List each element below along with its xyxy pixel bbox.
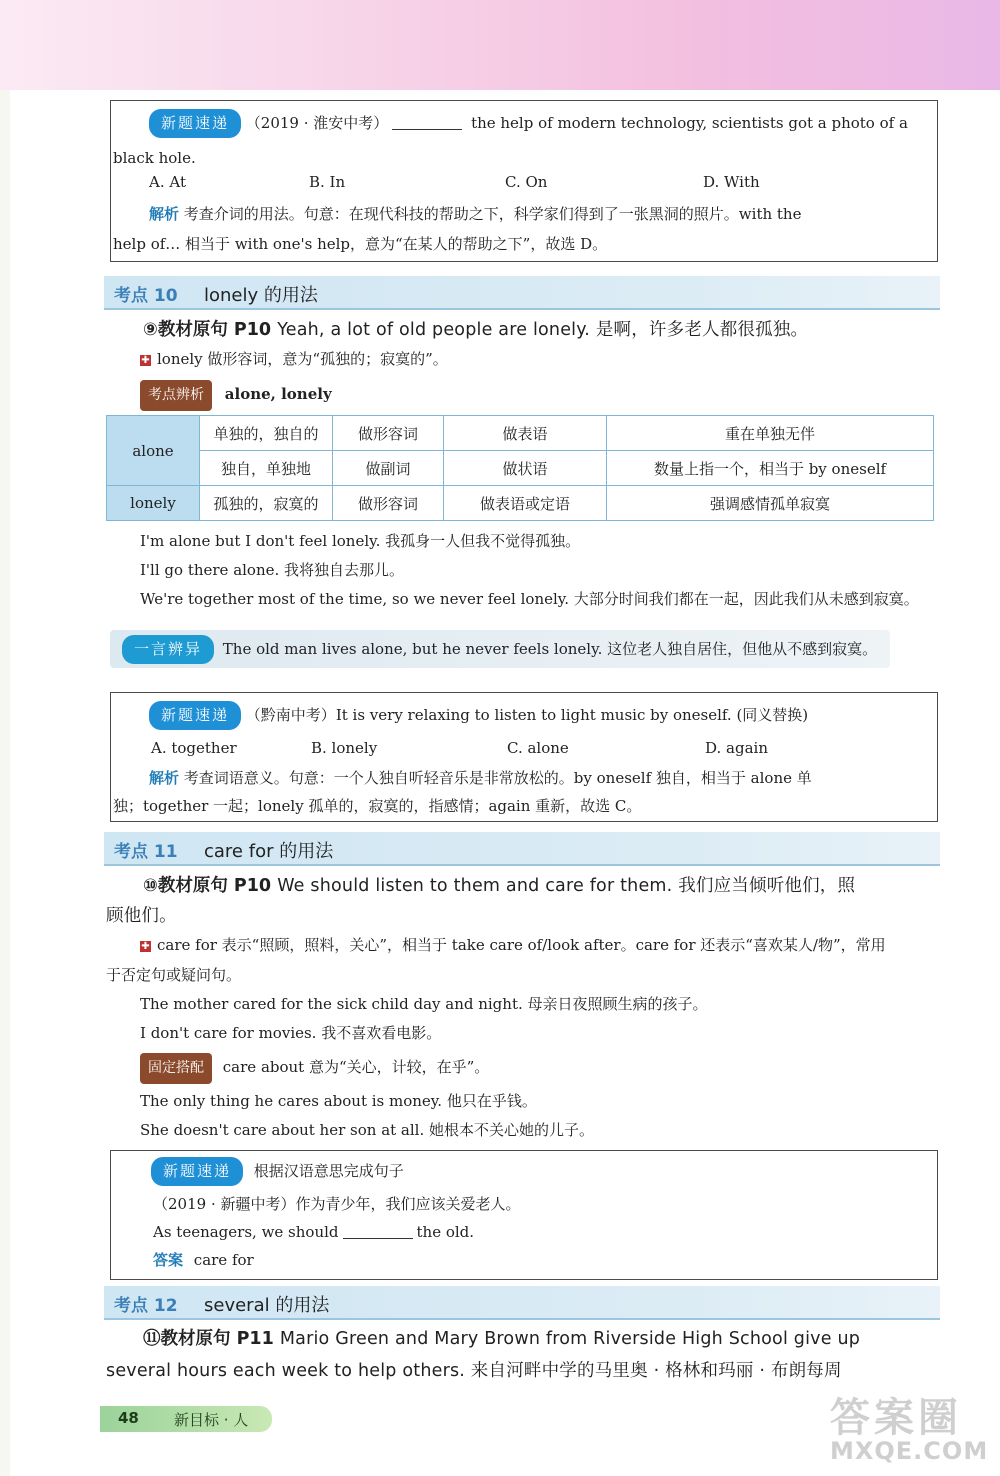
- table-cell: 独自，单独地: [200, 451, 333, 486]
- question-text: It is very relaxing to listen to light music by oneself. (同义替换): [335, 706, 809, 724]
- textbook-label: ⑨教材原句 P10: [143, 320, 272, 340]
- question-source: （2019 · 淮安中考）: [245, 114, 389, 132]
- table-cell: 重在单独无伴: [607, 416, 934, 451]
- new-question-tag: 新题速递: [149, 701, 241, 730]
- example-sentence: I don't care for movies. 我不喜欢看电影。: [140, 1024, 442, 1042]
- analysis-tag: 考点辨析: [140, 380, 212, 411]
- bullet-icon: ✚: [141, 941, 150, 952]
- question-1-stem: [149, 109, 908, 138]
- analysis-label: 解析: [149, 769, 180, 787]
- option-a: A. At: [149, 173, 186, 191]
- example-sentence: She doesn't care about her son at all. 她根本不关心她的儿子。: [140, 1121, 595, 1139]
- answer-text: care for: [193, 1251, 254, 1269]
- fixed-collocation-text: care about 意为“关心，计较，在乎”。: [222, 1058, 490, 1076]
- table-cell: 强调感情孤单寂寞: [607, 486, 934, 521]
- option-d: D. With: [703, 173, 760, 191]
- option-c: C. On: [505, 173, 548, 191]
- fixed-collocation-tag: 固定搭配: [140, 1053, 212, 1084]
- option-b: B. In: [309, 173, 346, 191]
- example-sentence: The mother cared for the sick child day and night. 母亲日夜照顾生病的孩子。: [140, 995, 708, 1013]
- key-point-11-header: [104, 832, 940, 866]
- textbook-sentence: [143, 1325, 860, 1350]
- question-source: （黔南中考）: [245, 706, 336, 724]
- example-sentence: I'm alone but I don't feel lonely. 我孤身一人但我不觉得孤独。: [140, 532, 581, 550]
- key-point-number: 考点 12: [114, 1296, 178, 1316]
- watermark-top: 答案圈: [830, 1395, 962, 1441]
- page-edge: [0, 90, 10, 1476]
- analysis-text: 考查介词的用法。句意：在现代科技的帮助之下，科学家们得到了一张黑洞的照片。with the: [183, 205, 802, 223]
- textbook-label: ⑪教材原句 P11: [143, 1329, 274, 1349]
- row-header-lonely: lonely: [107, 486, 200, 521]
- key-point-12-header: [104, 1286, 940, 1320]
- example-sentence: I'll go there alone. 我将独自去那儿。: [140, 561, 405, 579]
- analysis-line1: [149, 765, 812, 792]
- question-text: the old.: [416, 1223, 475, 1241]
- textbook-sentence-line2: [106, 902, 177, 927]
- textbook-label: ⑩教材原句 P10: [143, 876, 272, 896]
- question-3-heading: [151, 1157, 404, 1186]
- answer-blank: [343, 1224, 413, 1239]
- key-point-title: care for 的用法: [204, 841, 334, 862]
- book-title: 新目标 · 人: [174, 1411, 249, 1429]
- answer-line: [153, 1247, 254, 1274]
- key-point-title: several 的用法: [204, 1295, 330, 1316]
- one-sentence-text: The old man lives alone, but he never feels lonely. 这位老人独自居住，但他从不感到寂寞。: [222, 640, 878, 658]
- analysis-heading: [140, 380, 332, 411]
- question-text: As teenagers, we should: [153, 1223, 339, 1241]
- textbook-text: Mario Green and Mary Brown from Riverside High School give up: [279, 1329, 861, 1349]
- textbook-sentence-line2: [106, 1357, 842, 1382]
- table-cell: 做副词: [333, 451, 444, 486]
- key-point-title: lonely 的用法: [204, 285, 318, 306]
- usage-note: [140, 346, 448, 373]
- page-number: 48: [118, 1409, 139, 1427]
- question-box-3: [110, 1150, 938, 1280]
- textbook-text: We should listen to them and care for them. 我们应当倾听他们，照: [277, 876, 856, 896]
- usage-note-text: lonely 做形容词，意为“孤独的；寂寞的”。: [157, 350, 448, 368]
- example-sentence: The only thing he cares about is money. 他只在乎钱。: [140, 1092, 537, 1110]
- table-cell: 做状语: [444, 451, 607, 486]
- textbook-sentence: [143, 316, 808, 341]
- table-row: [107, 486, 934, 521]
- analysis-label: 解析: [149, 205, 180, 223]
- usage-note-text: care for 表示“照顾，照料，关心”，相当于 take care of/look after。care for 还表示“喜欢某人/物”，常用: [157, 936, 886, 954]
- table-cell: 数量上指一个，相当于 by oneself: [607, 451, 934, 486]
- analysis-line1: [149, 201, 801, 228]
- key-point-number: 考点 10: [114, 286, 178, 306]
- usage-note-line2: 于否定句或疑问句。: [106, 966, 242, 984]
- answer-label: 答案: [153, 1251, 184, 1269]
- watermark-bottom: MXQE.COM: [830, 1437, 989, 1465]
- question-2-stem: [149, 701, 808, 730]
- bullet-icon: ✚: [141, 355, 150, 366]
- table-cell: 做表语或定语: [444, 486, 607, 521]
- page-footer: [100, 1406, 272, 1432]
- comparison-table: [106, 415, 934, 521]
- table-cell: 孤独的，寂寞的: [200, 486, 333, 521]
- table-row: [107, 451, 934, 486]
- textbook-text: 顾他们。: [106, 906, 177, 926]
- question-fill-line: [153, 1219, 474, 1246]
- key-point-10-header: [104, 276, 940, 310]
- watermark: [830, 1386, 988, 1465]
- analysis-text: 考查词语意义。句意：一个人独自听轻音乐是非常放松的。by oneself 独自，相当于 alone 单: [183, 769, 812, 787]
- analysis-line2: help of… 相当于 with one's help，意为“在某人的帮助之下”，故选 D。: [113, 235, 608, 253]
- table-cell: 做表语: [444, 416, 607, 451]
- new-question-tag: 新题速递: [149, 109, 241, 138]
- new-question-tag: 新题速递: [151, 1157, 243, 1186]
- option-b: B. lonely: [311, 739, 378, 757]
- option-d: D. again: [705, 739, 768, 757]
- row-header-alone: alone: [107, 416, 200, 486]
- table-cell: 做形容词: [333, 416, 444, 451]
- table-cell: 做形容词: [333, 486, 444, 521]
- one-sentence-highlight: [110, 630, 890, 668]
- question-box-2: [110, 692, 938, 822]
- question-text: （2019 · 新疆中考）作为青少年，我们应该关爱老人。: [153, 1195, 521, 1213]
- analysis-line2: 独；together 一起；lonely 孤单的，寂寞的，指感情；again 重新，故选 C。: [113, 797, 642, 815]
- textbook-text: Yeah, a lot of old people are lonely. 是啊，许多老人都很孤独。: [277, 320, 809, 340]
- table-row: [107, 416, 934, 451]
- example-sentence: We're together most of the time, so we never feel lonely. 大部分时间我们都在一起，因此我们从未感到寂寞。: [140, 590, 919, 608]
- option-c: C. alone: [507, 739, 569, 757]
- key-point-number: 考点 11: [114, 842, 178, 862]
- question-instruction: 根据汉语意思完成句子: [253, 1162, 404, 1180]
- usage-note: [140, 932, 886, 959]
- page-header-band: [0, 0, 1000, 90]
- table-cell: 单独的，独自的: [200, 416, 333, 451]
- analysis-title: alone, lonely: [224, 385, 332, 403]
- textbook-text: several hours each week to help others. 来自河畔中学的马里奥 · 格林和玛丽 · 布朗每周: [106, 1361, 842, 1381]
- question-box-1: [110, 100, 938, 262]
- question-text-line2: black hole.: [113, 149, 196, 167]
- one-sentence-tag: 一言辨异: [122, 635, 214, 664]
- question-text: the help of modern technology, scientists got a photo of a: [471, 114, 908, 132]
- fixed-collocation: [140, 1053, 489, 1084]
- answer-blank: [392, 115, 462, 130]
- textbook-sentence: [143, 872, 855, 897]
- option-a: A. together: [151, 739, 237, 757]
